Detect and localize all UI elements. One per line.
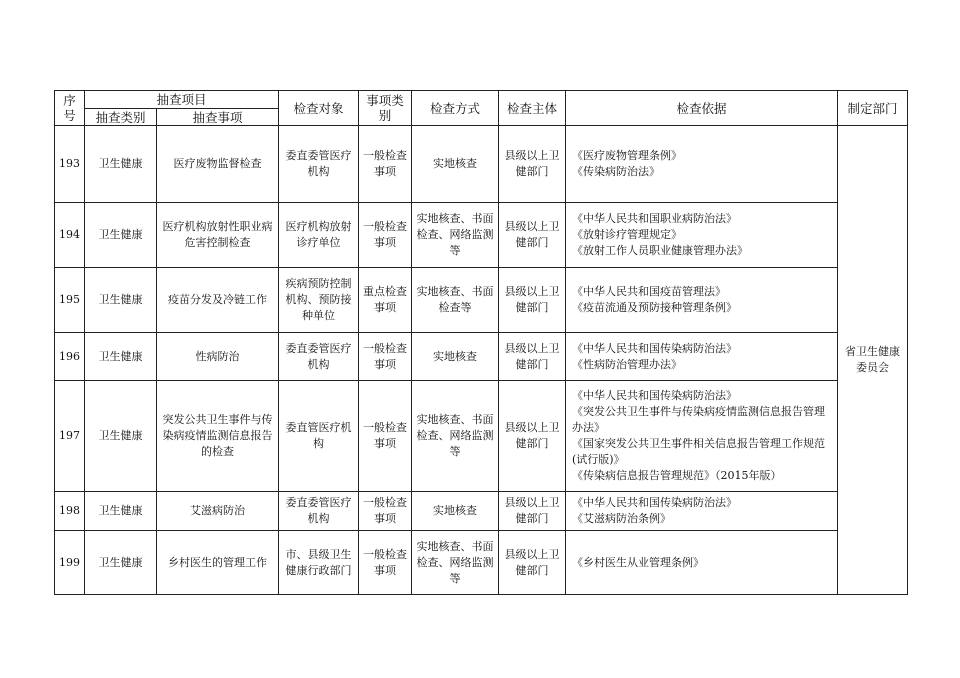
row-method: 实地核查 [412,333,499,381]
row-subject: 县级以上卫健部门 [499,268,566,333]
header-category: 抽查类别 [85,109,157,126]
row-matter: 突发公共卫生事件与传染病疫情监测信息报告的检查 [157,381,279,492]
row-method: 实地核查、书面检查、网络监测等 [412,203,499,268]
row-matter: 医疗废物监督检查 [157,126,279,203]
row-category: 卫生健康 [85,126,157,203]
row-target: 市、县级卫生健康行政部门 [279,531,359,595]
row-subject: 县级以上卫健部门 [499,333,566,381]
row-basis [566,531,838,595]
row-category: 卫生健康 [85,381,157,492]
row-number: 193 [55,126,85,203]
row-type: 一般检查事项 [359,333,412,381]
row-target: 委直委管医疗机构 [279,333,359,381]
header-subject: 检查主体 [499,91,566,126]
basis-line: 《性病防治管理办法》 [572,357,683,371]
row-subject: 县级以上卫健部门 [499,381,566,492]
basis-line: 《乡村医生从业管理条例》 [572,555,705,569]
basis-line: 《医疗废物管理条例》 [572,149,683,162]
row-basis [566,126,838,203]
row-subject: 县级以上卫健部门 [499,203,566,268]
row-method: 实地核查 [412,126,499,203]
row-basis [566,492,838,531]
table-row [55,203,908,268]
row-category: 卫生健康 [85,203,157,268]
row-type: 一般检查事项 [359,492,412,531]
basis-line: 《中华人民共和国传染病防治法》 [572,496,738,509]
row-category: 卫生健康 [85,531,157,595]
basis-line: 《突发公共卫生事件与传染病疫情监测信息报告管理办法》 [572,405,826,434]
row-number: 198 [55,492,85,531]
row-target: 疾病预防控制机构、预防接种单位 [279,268,359,333]
row-category: 卫生健康 [85,268,157,333]
basis-line: 《放射诊疗管理规定》 [572,228,683,241]
basis-line: 《放射工作人员职业健康管理办法》 [572,244,749,257]
table-row [55,381,908,492]
row-target: 委直管医疗机构 [279,381,359,492]
basis-line: 《中华人民共和国传染病防治法》 [572,389,738,402]
row-matter: 性病防治 [157,333,279,381]
row-basis [566,333,838,381]
row-method: 实地核查、书面检查、网络监测等 [412,531,499,595]
basis-line: 《传染病信息报告管理规范》（2015年版） [572,469,782,482]
row-method: 实地核查、书面检查等 [412,268,499,333]
row-matter: 乡村医生的管理工作 [157,531,279,595]
row-number: 197 [55,381,85,492]
basis-line: 《中华人民共和国职业病防治法》 [572,212,738,225]
table-row [55,268,908,333]
row-basis [566,203,838,268]
header-method: 检查方式 [412,91,499,126]
row-target: 医疗机构放射诊疗单位 [279,203,359,268]
row-dept: 省卫生健康委员会 [838,126,908,595]
basis-line: 《疫苗流通及预防接种管理条例》 [572,301,738,314]
header-dept: 制定部门 [838,91,908,126]
header-item-group: 抽查项目 [85,91,279,109]
row-basis [566,268,838,333]
row-type: 一般检查事项 [359,381,412,492]
basis-line: 《国家突发公共卫生事件相关信息报告管理工作规范(试行版)》 [572,437,826,466]
table-row [55,333,908,381]
table-row [55,492,908,531]
row-number: 194 [55,203,85,268]
basis-line: 《中华人民共和国传染病防治法》 [572,341,738,355]
row-number: 195 [55,268,85,333]
row-subject: 县级以上卫健部门 [499,126,566,203]
row-type: 一般检查事项 [359,531,412,595]
row-category: 卫生健康 [85,492,157,531]
row-category: 卫生健康 [85,333,157,381]
header-seq: 序号 [55,91,85,126]
row-basis [566,381,838,492]
row-number: 196 [55,333,85,381]
row-matter: 医疗机构放射性职业病危害控制检查 [157,203,279,268]
row-matter: 疫苗分发及冷链工作 [157,268,279,333]
row-type: 一般检查事项 [359,203,412,268]
header-matter-type: 事项类别 [359,91,412,126]
row-method: 实地核查 [412,492,499,531]
inspection-table [54,90,908,595]
row-target: 委直委管医疗机构 [279,492,359,531]
row-type: 重点检查事项 [359,268,412,333]
table-row [55,531,908,595]
row-target: 委直委管医疗机构 [279,126,359,203]
row-subject: 县级以上卫健部门 [499,531,566,595]
row-method: 实地核查、书面检查、网络监测等 [412,381,499,492]
row-subject: 县级以上卫健部门 [499,492,566,531]
basis-line: 《传染病防治法》 [572,165,661,178]
header-basis: 检查依据 [566,91,838,126]
table-row [55,126,908,203]
basis-line: 《艾滋病防治条例》 [572,512,672,525]
row-number: 199 [55,531,85,595]
row-type: 一般检查事项 [359,126,412,203]
header-target: 检查对象 [279,91,359,126]
row-matter: 艾滋病防治 [157,492,279,531]
basis-line: 《中华人民共和国疫苗管理法》 [572,285,727,298]
header-matter: 抽查事项 [157,109,279,126]
